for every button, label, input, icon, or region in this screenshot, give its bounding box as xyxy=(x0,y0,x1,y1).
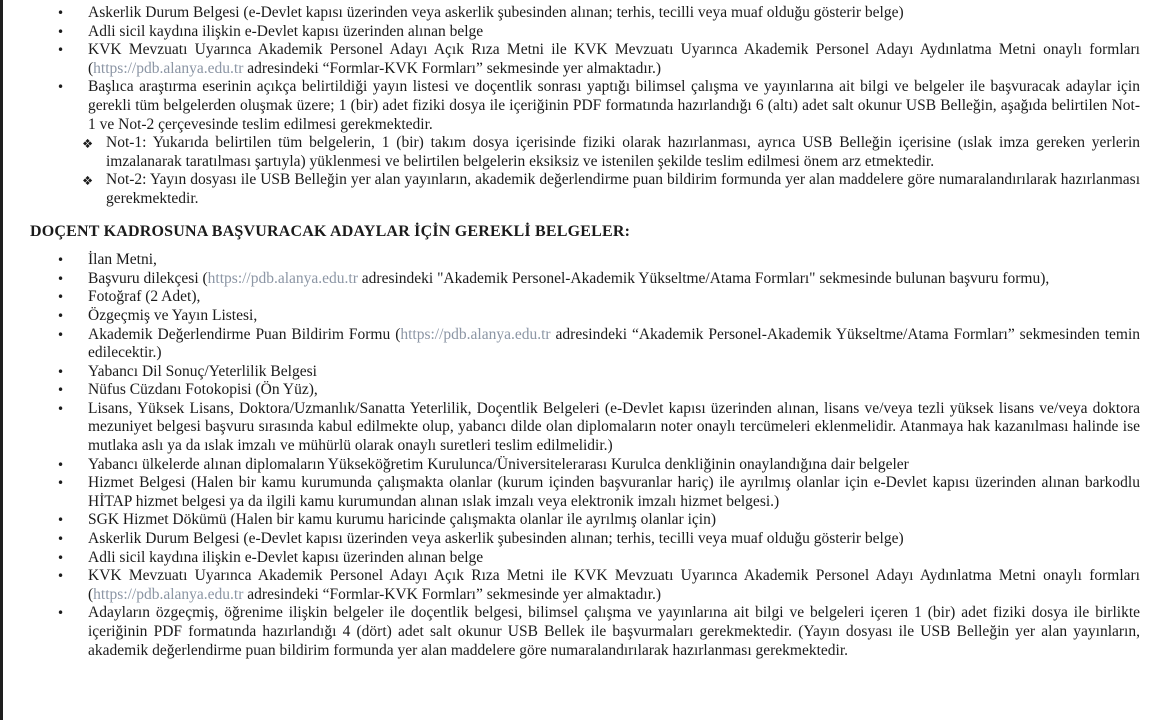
bullet-icon: • xyxy=(57,532,65,547)
bullet-icon: • xyxy=(57,253,65,268)
text-segment: Yabancı ülkelerde alınan diplomaların Yükseköğretim Kurulunca/Üniversitelerarası Kurulca denkliğinin onaylandığına dair belgeler xyxy=(88,455,909,473)
diamond-icon: ❖ xyxy=(82,173,94,189)
bullet-icon: • xyxy=(57,80,65,95)
pdb-url-link[interactable]: https://pdb.alanya.edu.tr xyxy=(93,585,244,603)
bullet-icon: • xyxy=(57,401,65,416)
bullet-icon: • xyxy=(57,290,65,305)
requirement-item xyxy=(30,381,1140,400)
diamond-icon: ❖ xyxy=(82,136,94,152)
bullet-icon: • xyxy=(57,569,65,584)
bullet-icon: • xyxy=(57,457,65,472)
text-segment: KVK Mevzuatı Uyarınca Akademik Personel Adayı Açık Rıza Metni ile KVK Mevzuatı Uyarınca Akademik Personel Adayı Aydınlatma Metni onaylı formları ( xyxy=(88,567,1140,603)
text-segment: Adli sicil kaydına ilişkin e-Devlet kapısı üzerinden alınan belge xyxy=(88,22,484,40)
requirement-item xyxy=(30,456,1140,475)
text-segment: Adayların özgeçmiş, öğrenime ilişkin belgeler ile doçentlik belgesi, bilimsel çalışma ve yayınlarına ait bilgi ve belgeleri içeren 1 (bir) adet fiziki dosya ile birlikte içeriğinin PDF formatında hazırlandığı 4 (dört) adet salt okunur USB Bellek ile başvurmaları gerekmektedir. (Yayın dosyası ile USB Belleğin yer alan yayınların, akademik değerlendirme puan bildirim formunda yer alan maddelere göre numaralandırılarak hazırlanması gerekmektedir. xyxy=(88,604,1140,659)
text-segment: adresindeki "Akademik Personel-Akademik Yükseltme/Atama Formları" sekmesinde bulunan başvuru formu), xyxy=(357,269,1050,287)
requirement-item xyxy=(30,270,1140,289)
text-segment: Hizmet Belgesi (Halen bir kamu kurumunda çalışmakta olanlar (kurum içinden başvuranlar hariç) ile ayrılmış olanlar için e-Devlet kapısı üzerinden alınan barkodlu HİTAP hizmet belgesi ya da ilgili kamu kurumundan alınan ıslak imzalı veya elektronik imzalı hizmet belgesi.) xyxy=(88,474,1140,510)
requirement-item xyxy=(30,604,1140,660)
bullet-icon: • xyxy=(57,327,65,342)
text-segment: Fotoğraf (2 Adet), xyxy=(88,288,201,306)
text-segment: Adli sicil kaydına ilişkin e-Devlet kapısı üzerinden alınan belge xyxy=(88,548,484,566)
text-segment: adresindeki “Akademik Personel-Akademik Yükseltme/Atama Formları” sekmesinden temin edilecektir.) xyxy=(88,325,1140,362)
bullet-icon: • xyxy=(57,271,65,286)
requirement-item xyxy=(30,4,1140,23)
pdb-url-link[interactable]: https://pdb.alanya.edu.tr xyxy=(93,59,244,77)
bullet-icon: • xyxy=(57,383,65,398)
requirement-item xyxy=(30,41,1140,78)
text-segment: Başvuru dilekçesi ( xyxy=(88,269,208,287)
requirement-item xyxy=(30,307,1140,326)
requirement-item xyxy=(30,511,1140,530)
bullet-icon: • xyxy=(57,550,65,565)
text-segment: Özgeçmiş ve Yayın Listesi, xyxy=(88,306,258,324)
bullet-icon: • xyxy=(57,6,65,20)
text-segment: Akademik Değerlendirme Puan Bildirim Formu ( xyxy=(88,325,401,343)
bullet-icon: • xyxy=(57,308,65,323)
requirement-item xyxy=(30,549,1140,568)
text-segment: SGK Hizmet Dökümü (Halen bir kamu kurumu haricinde çalışmakta olanlar ile ayrılmış olanlar için) xyxy=(88,511,716,529)
requirement-item xyxy=(30,400,1140,456)
text-segment: Yabancı Dil Sonuç/Yeterlilik Belgesi xyxy=(88,362,317,380)
requirement-item xyxy=(30,326,1140,363)
requirement-item xyxy=(30,23,1140,42)
docent-section-heading: DOÇENT KADROSUNA BAŞVURACAK ADAYLAR İÇİN GEREKLİ BELGELER: xyxy=(30,222,631,240)
text-segment: Lisans, Yüksek Lisans, Doktora/Uzmanlık/Sanatta Yeterlilik, Doçentlik Belgeleri (e-Devlet kapısı üzerinden alınan, lisans ve/veya tezli yüksek lisans ve/veya doktora mezuniyet belgesi başvuru sırasında kabul edilmekte olup, yabancı dilde olan diplomaların noter onaylı tercümeleri eklenmelidir. Atanmaya hak kazanılması halinde ise mutlaka aslı ya da ıslak imzalı ve mühürlü olarak onaylı suretleri teslim edilmelidir.) xyxy=(88,399,1140,455)
text-segment: Askerlik Durum Belgesi (e-Devlet kapısı üzerinden veya askerlik şubesinden alınan; terhis, tecilli veya muaf olduğu gösterir belge) xyxy=(88,530,904,548)
text-segment: adresindeki “Formlar-KVK Formları” sekmesinde yer almaktadır.) xyxy=(243,585,662,603)
top-requirements-list xyxy=(30,4,1140,134)
note-item xyxy=(30,134,1140,171)
pdb-url-link[interactable]: https://pdb.alanya.edu.tr xyxy=(400,325,551,343)
text-segment: adresindeki “Formlar-KVK Formları” sekmesinde yer almaktadır.) xyxy=(243,59,662,77)
text-segment: Askerlik Durum Belgesi (e-Devlet kapısı üzerinden veya askerlik şubesinden alınan; terhis, tecilli veya muaf olduğu gösterir belge) xyxy=(88,4,904,21)
requirement-item xyxy=(30,530,1140,549)
note-item xyxy=(30,171,1140,208)
top-notes-list xyxy=(30,134,1140,208)
bullet-icon: • xyxy=(57,513,65,528)
bullet-icon: • xyxy=(57,476,65,491)
text-segment: Not-1: Yukarıda belirtilen tüm belgelerin, 1 (bir) takım dosya içerisinde fiziki olarak hazırlanması, ayrıca USB Belleğin içerisine (ıslak imza gereken yerlerin imzalanarak taratılması şartıyla) yüklenmesi ve belirtilen belgelerin eksiksiz ve istenilen şekilde teslim edilmesi önem arz etmektedir. xyxy=(106,134,1140,170)
text-segment: Başlıca araştırma eserinin açıkça belirtildiği yayın listesi ve doçentlik sonrası yaptığı bilimsel çalışma ve yayınlarına ait bilgi ve belgeler ile başvuracak adaylar için gerekli tüm belgelerden oluşmak üzere; 1 (bir) adet fiziki dosya ile içeriğinin PDF formatında hazırlandığı 6 (altı) adet salt okunur USB Belleğin, aşağıda belirtilen Not-1 ve Not-2 çerçevesinde teslim edilmesi gerekmektedir. xyxy=(88,78,1140,133)
requirement-item xyxy=(30,567,1140,604)
requirement-item xyxy=(30,474,1140,511)
text-segment: İlan Metni, xyxy=(88,251,157,269)
bullet-icon: • xyxy=(57,606,65,621)
requirement-item xyxy=(30,251,1140,270)
text-segment: Nüfus Cüzdanı Fotokopisi (Ön Yüz), xyxy=(88,381,318,399)
bullet-icon: • xyxy=(57,364,65,379)
text-segment: KVK Mevzuatı Uyarınca Akademik Personel Adayı Açık Rıza Metni ile KVK Mevzuatı Uyarınca Akademik Personel Adayı Aydınlatma Metni onaylı formları ( xyxy=(88,41,1140,77)
pdb-url-link[interactable]: https://pdb.alanya.edu.tr xyxy=(207,269,358,287)
requirement-item xyxy=(30,363,1140,382)
docent-requirements-list xyxy=(30,251,1140,660)
requirement-item xyxy=(30,288,1140,307)
text-segment: Not-2: Yayın dosyası ile USB Belleğin yer alan yayınların, akademik değerlendirme puan bildirim formunda yer alan maddelere göre numaralandırılarak hazırlanması gerekmektedir. xyxy=(106,171,1140,207)
bullet-icon: • xyxy=(57,43,65,58)
bullet-icon: • xyxy=(57,24,65,39)
requirement-item xyxy=(30,78,1140,134)
